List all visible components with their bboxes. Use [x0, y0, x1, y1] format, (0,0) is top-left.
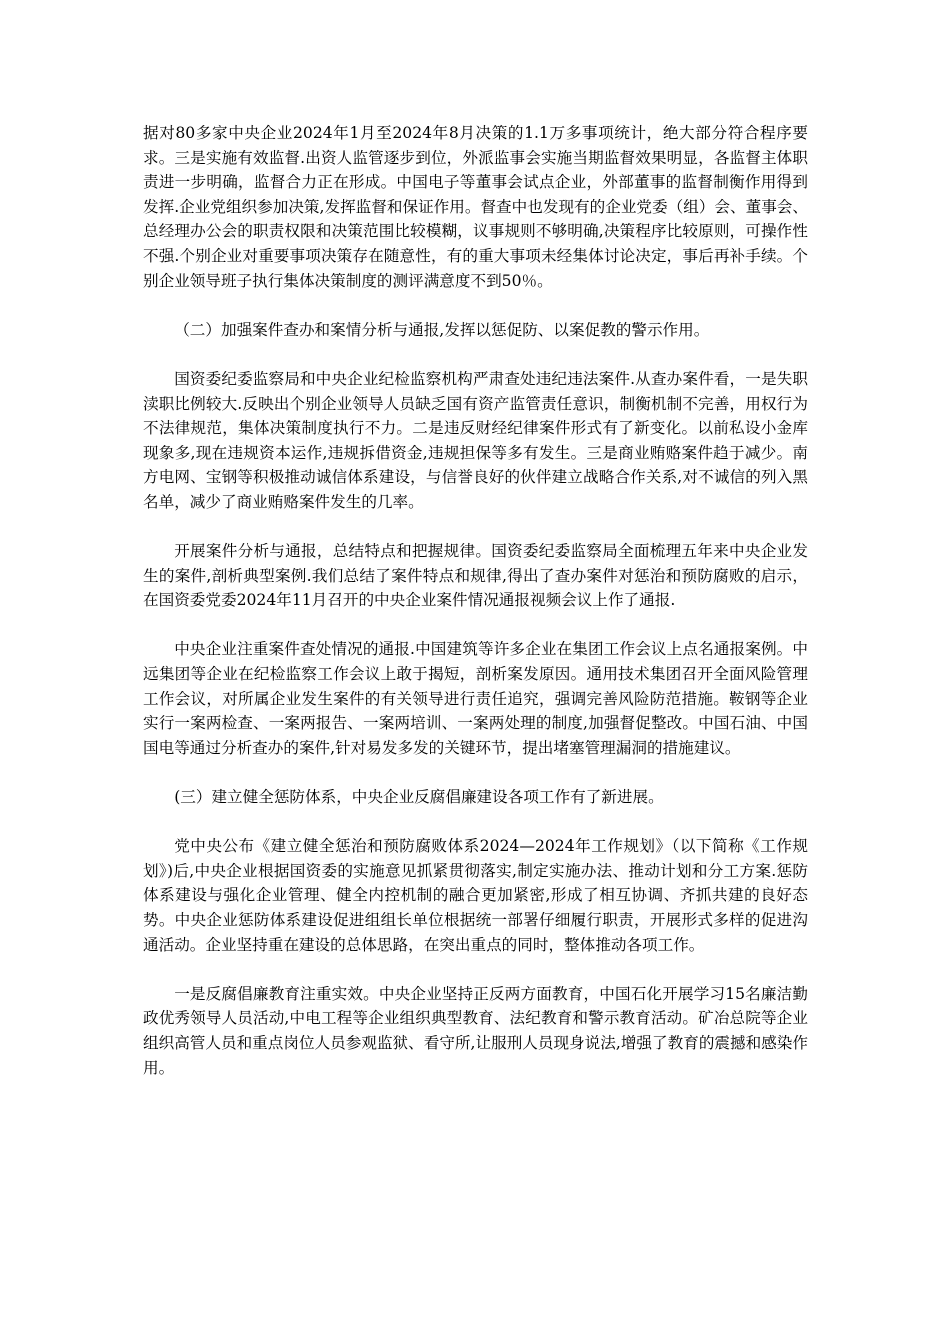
document-body [143, 121, 808, 1105]
paragraph-case-analysis: 开展案件分析与通报，总结特点和把握规律。国资委纪委监察局全面梳理五年来中央企业发生的案件,剖析典型案例.我们总结了案件特点和规律,得出了查办案件对惩治和预防腐败的启示，在国资委党委2024年11月召开的中央企业案件情况通报视频会议上作了通报. [143, 542, 808, 610]
paragraph-prevention-system: 党中央公布《建立健全惩治和预防腐败体系2024—2024年工作规划》（以下简称《工作规划》)后,中央企业根据国资委的实施意见抓紧贯彻落实,制定实施办法、推动计划和分工方案.惩防体系建设与强化企业管理、健全内控机制的融合更加紧密,形成了相互协调、齐抓共建的良好态势。中央企业惩防体系建设促进组组长单位根据统一部署仔细履行职责，开展形式多样的促进沟通活动。企业坚持重在建设的总体思路，在突出重点的同时，整体推动各项工作。 [143, 837, 808, 954]
section-heading-3: (三）建立健全惩防体系，中央企业反腐倡廉建设各项工作有了新进展。 [174, 788, 664, 807]
paragraph-education: 一是反腐倡廉教育注重实效。中央企业坚持正反两方面教育，中国石化开展学习15名廉洁勤政优秀领导人员活动,中电工程等企业组织典型教育、法纪教育和警示教育活动。矿冶总院等企业组织高管人员和重点岗位人员参观监狱、看守所,让服刑人员现身说法,增强了教育的震撼和感染作用。 [143, 984, 808, 1077]
paragraph-case-notification: 中央企业注重案件查处情况的通报.中国建筑等许多企业在集团工作会议上点名通报案例。中远集团等企业在纪检监察工作会议上敢于揭短，剖析案发原因。通用技术集团召开全面风险管理工作会议，对所属企业发生案件的有关领导进行责任追究，强调完善风险防范措施。鞍钢等企业实行一案两检查、一案两报告、一案两培训、一案两处理的制度,加强督促整改。中国石油、中国国电等通过分析查办的案件,针对易发多发的关键环节，提出堵塞管理漏洞的措施建议。 [143, 640, 808, 757]
paragraph-decision-statistics: 据对80多家中央企业2024年1月至2024年8月决策的1.1万多事项统计，绝大部分符合程序要求。三是实施有效监督.出资人监管逐步到位，外派监事会实施当期监督效果明显，各监督主体职责进一步明确，监督合力正在形成。中国电子等董事会试点企业，外部董事的监督制衡作用得到发挥.企业党组织参加决策,发挥监督和保证作用。督查中也发现有的企业党委（组）会、董事会、总经理办公会的职责权限和决策范围比较模糊，议事规则不够明确,决策程序比较原则，可操作性不强.个别企业对重要事项决策存在随意性，有的重大事项未经集体讨论决定，事后再补手续。个别企业领导班子执行集体决策制度的测评满意度不到50％。 [143, 124, 808, 290]
paragraph-case-investigation: 国资委纪委监察局和中央企业纪检监察机构严肃查处违纪违法案件.从查办案件看，一是失职渎职比例较大.反映出个别企业领导人员缺乏国有资产监管责任意识，制衡机制不完善，用权行为不法律规范，集体决策制度执行不力。二是违反财经纪律案件形式有了新变化。以前私设小金库现象多,现在违规资本运作,违规拆借资金,违规担保等多有发生。三是商业贿赂案件趋于减少。南方电网、宝钢等积极推动诚信体系建设，与信誉良好的伙伴建立战略合作关系,对不诚信的列入黑名单，减少了商业贿赂案件发生的几率。 [143, 369, 808, 511]
section-heading-2: （二）加强案件查办和案情分析与通报,发挥以惩促防、以案促教的警示作用。 [174, 320, 710, 339]
